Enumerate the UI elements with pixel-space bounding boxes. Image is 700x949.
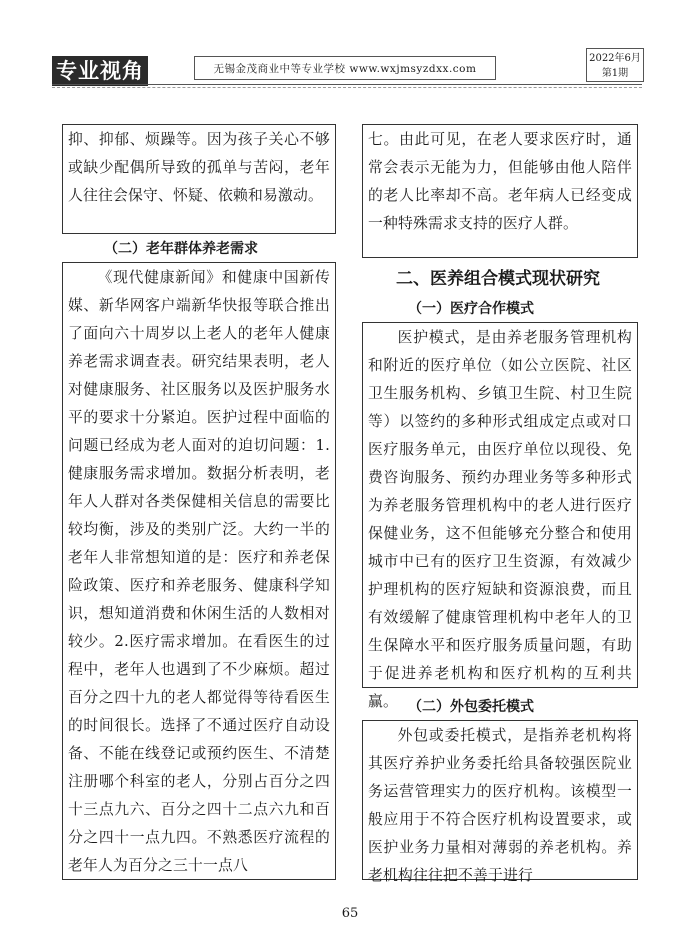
section-logo-text: 专业视角 xyxy=(52,56,148,86)
left-subsection-title: （二）老年群体养老需求 xyxy=(104,241,258,257)
header-rule-dashed xyxy=(52,87,642,88)
section-logo xyxy=(52,56,148,86)
issue-badge xyxy=(586,48,644,82)
right-top-paragraph: 七。由此可见，在老人要求医疗时，通常会表示无能为力，但能够由他人陪伴的老人比率却不高。老年病人已经变成一种特殊需求支持的医疗人群。 xyxy=(368,131,632,232)
right-section-title: 二、医养组合模式现状研究 xyxy=(396,269,600,289)
page-number: 65 xyxy=(341,906,359,921)
left-body-paragraph: 《现代健康新闻》和健康中国新传媒、新华网客户端新华快报等联合推出了面向六十周岁以上老人的老年人健康养老需求调查表。研究结果表明，老人对健康服务、社区服务以及医护服务水平的要求十分紧迫。医护过程中面临的问题已经成为老人面对的迫切问题：1.健康服务需求增加。数据分析表明，老年人人群对各类保健相关信息的需要比较均衡，涉及的类别广泛。大约一半的老年人非常想知道的是：医疗和养老保险政策、医疗和养老服务、健康科学知识，想知道消费和休闲生活的人数相对较少。2.医疗需求增加。在看医生的过程中，老年人也遇到了不少麻烦。超过百分之四十九的老人都觉得等待看医生的时间很长。选择了不通过医疗自动设备、不能在线登记或预约医生、不清楚注册哪个科室的老人，分别占百分之四十三点九六、百分之四十二点六九和百分之四十一点九四。不熟悉医疗流程的老年人为百分之三十一点八 xyxy=(68,269,330,874)
school-header: 无锡金茂商业中等专业学校 www.wxjmsyzdxx.com xyxy=(194,56,496,80)
right-subsection1-title: （一）医疗合作模式 xyxy=(408,301,534,317)
right-subsection2-paragraph: 外包或委托模式，是指养老机构将其医疗养护业务委托给具备较强医院业务运营管理实力的医疗机构。该模型一般应用于不符合医疗机构设置要求，或医护业务力量相对薄弱的养老机构。养老机构往往把不善于进行 xyxy=(368,727,632,884)
right-subsection2-title: （二）外包委托模式 xyxy=(408,699,534,715)
issue-date: 2022年6月 xyxy=(589,53,641,64)
header-rule xyxy=(52,84,642,85)
issue-number: 第1期 xyxy=(601,68,629,79)
left-top-paragraph: 抑、抑郁、烦躁等。因为孩子关心不够或缺少配偶所导致的孤单与苦闷，老年人往往会保守、怀疑、依赖和易激动。 xyxy=(68,131,330,204)
right-subsection1-paragraph: 医护模式，是由养老服务管理机构和附近的医疗单位（如公立医院、社区卫生服务机构、乡镇卫生院、村卫生院等）以签约的多种形式组成定点或对口医疗服务单元，由医疗单位以现役、免费咨询服务、预约办理业务等多种形式为养老服务管理机构中的老人进行医疗保健业务，这不但能够充分整合和使用城市中已有的医疗卫生资源，有效减少护理机构的医疗短缺和资源浪费，而且有效缓解了健康管理机构中老年人的卫生保障水平和医疗服务质量问题，有助于促进养老机构和医疗机构的互利共赢。 xyxy=(368,329,632,710)
